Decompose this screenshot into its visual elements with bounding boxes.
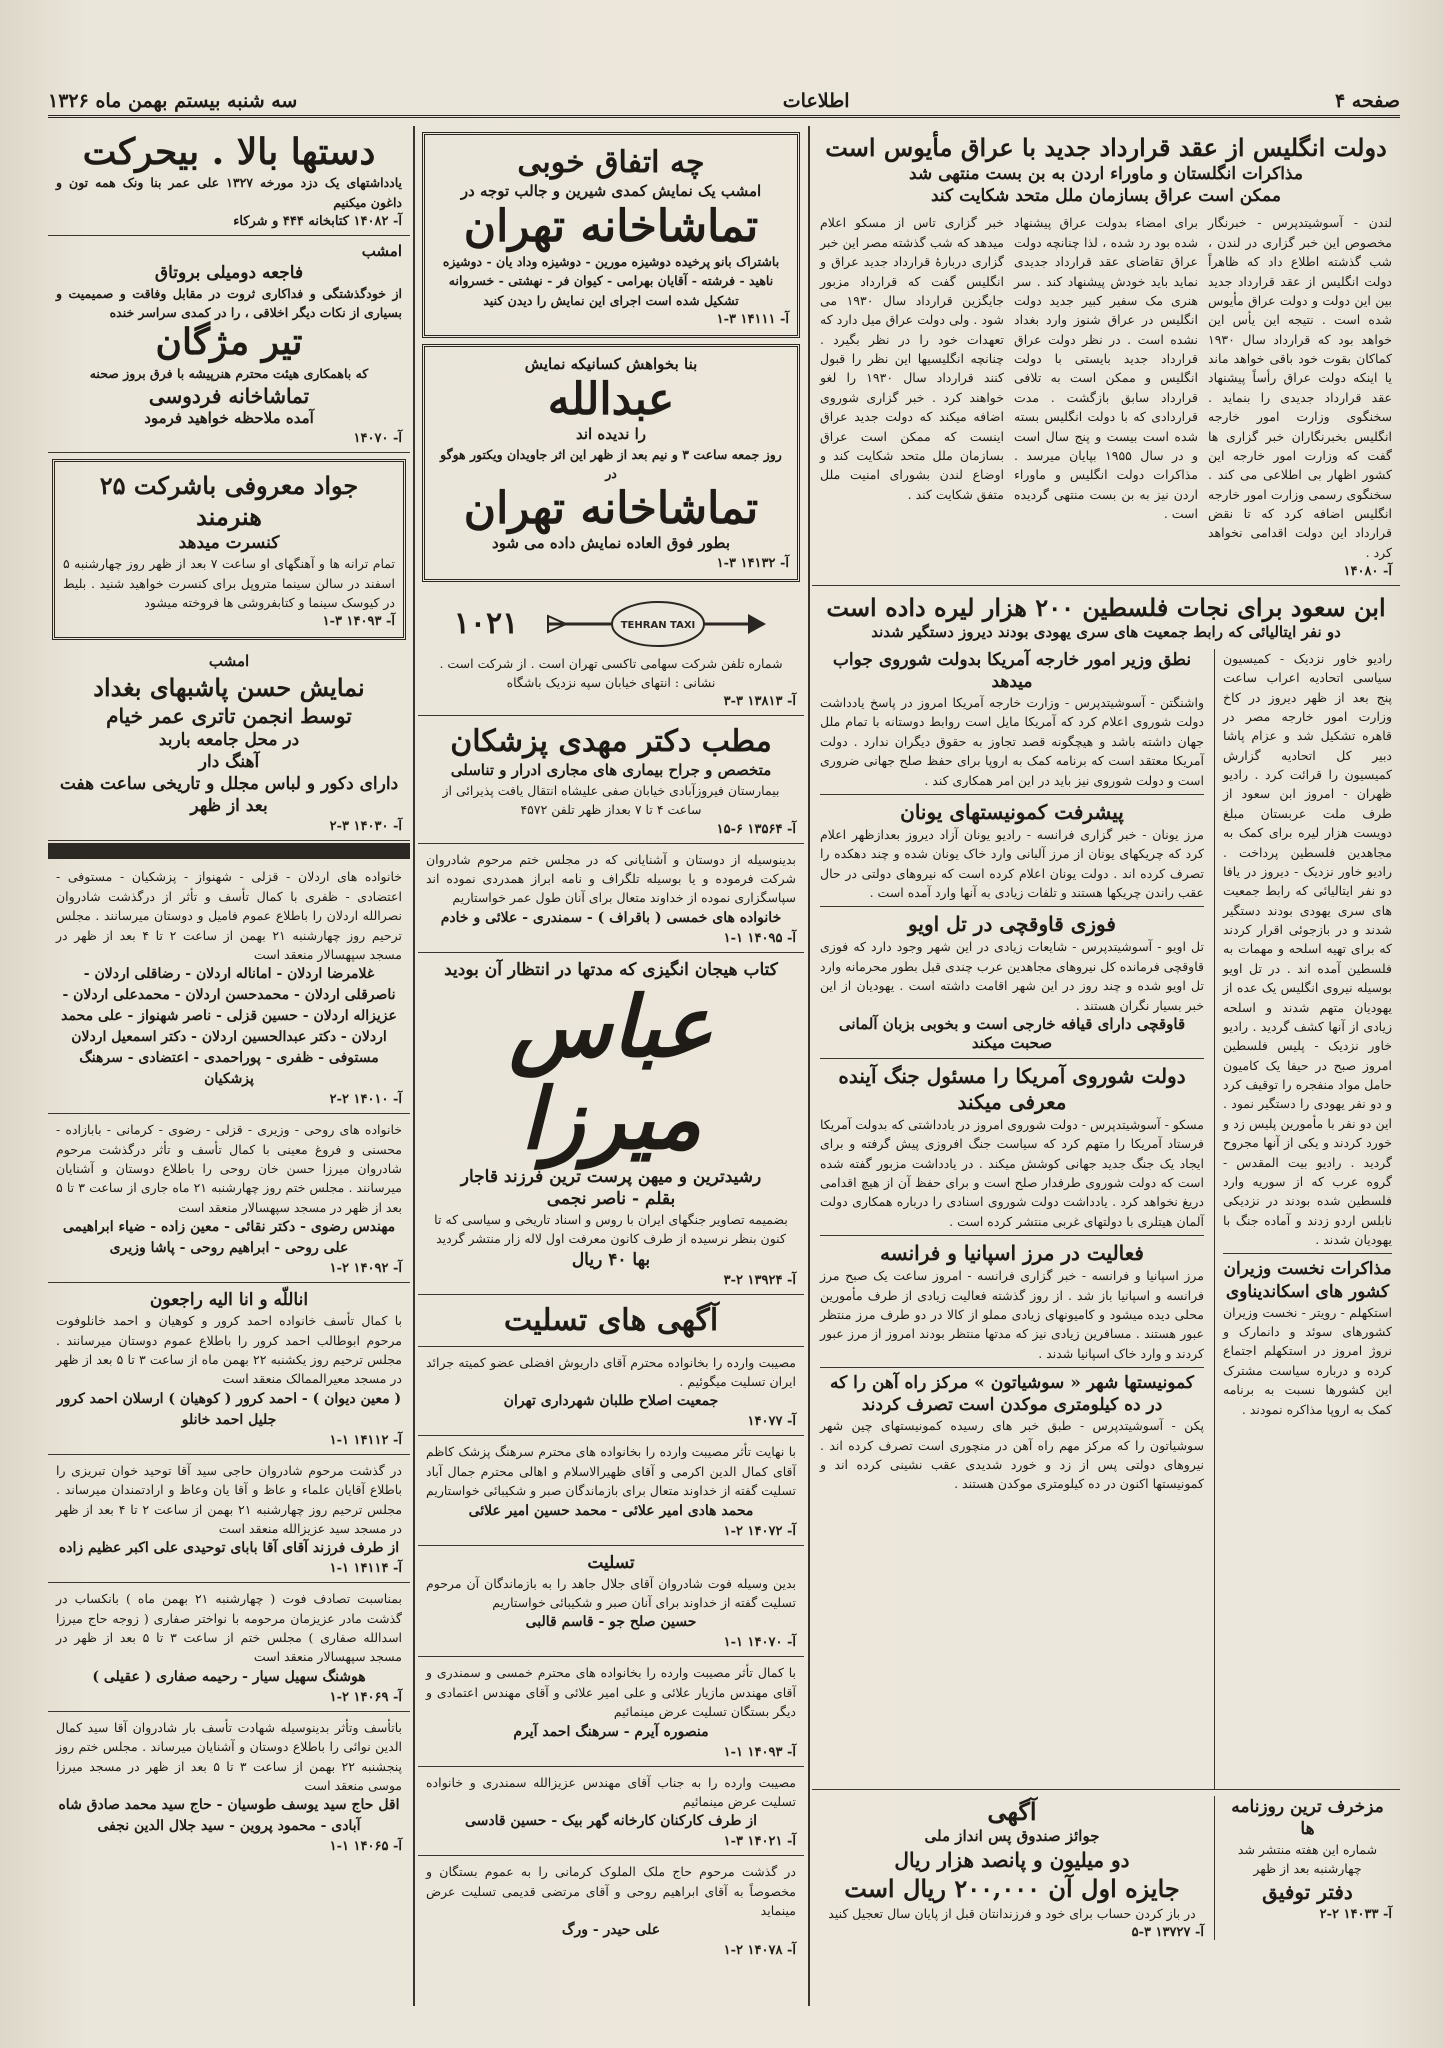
newspaper-name: اطلاعات [782,89,850,112]
subheadline: ممکن است عراق بسازمان ملل متحد شکایت کند [931,186,1281,207]
ad-headline: چه اتفاق خوبی [517,145,705,180]
ad-body: که باهمکاری هیئت محترم هنرپیشه با فرق بروز صحنه [89,365,369,381]
book-title: عباس میرزا [509,976,713,1169]
ad-subtitle: کنسرت میدهد [178,533,280,554]
ad-title: آگهی [987,1796,1037,1826]
headline: نطق وزیر امور خارجه آمریکا بدولت شوروی جواب میدهد [832,649,1192,692]
headline: فوزی قاوقچی در تل اویو [908,912,1116,937]
obituary-tohidi [48,1455,410,1584]
ad-abdullah [422,344,800,581]
svg-text:TEHRAN TAXI: TEHRAN TAXI [620,619,696,631]
book-price: بها ۴۰ ریال [571,1249,651,1270]
notice-signature: خانواده های خمسی ( باقراف ) - سمندری - علائی و خادم [440,909,782,926]
signature: دفتر توفیق [1262,1879,1353,1904]
article-saud [812,586,1400,1790]
notice-title: تسلیت [587,1552,635,1573]
condolences-section [418,1295,804,1347]
ad-ref: آ- ۱۴۰۳۳ ۲-۲ [1319,1906,1392,1922]
ad-line: دارای دکور و لباس مجلل و تاریخی ساعت هفت بعد از ظهر [59,774,399,817]
article-body: پکن - آسوشیتدپرس - طبق خبر های رسیده کمونیستهای چین شهر سوشیاتون را که مرکز مهم راه آهن در منچوری است تصرف کرده اند . نیروهای دولتی پس از زد و خورد شدیدی عقب نشینی کرده اند و کمونیستها اکنون در ده کیلومتری موکدن هستند . [820,1418,1204,1492]
ad-line: آهنگ دار [198,752,260,773]
ad-body: شماره تلفن شرکت سهامی تاکسی تهران است . از شرکت است . نشانی : انتهای خیابان سپه نزدیک باشگاه [439,655,783,691]
article-body: واشنگتن - آسوشیتدپرس - وزارت خارجه آمریکا امروز در پاسخ یادداشت دولت شوروی اعلام کرد که آمریکا مایل است روابط دوستانه با تمام ملل جهان داشته باشد و هیچگونه قصد تجاوز به حقوق دیگران ندارد . دولت آمریکا معتقد است که برنامه کمک به اروپا برای حفظ صلح جهانی ضروری است و دولت شوروی نیز باید در این امر همکاری کند . [820,695,1204,788]
notice-body: بدینوسیله از دوستان و آشنایانی که در مجلس ختم مرحوم شادروان شرکت فرموده و یا بوسیله تلگراف و نامه ابراز همدردی نموده اند سپاسگزاری نموده از خداوند متعال برای آنان طول عمر خواستاریم [426,851,796,906]
ad-ref: آ- ۱۴۰۸۰ [1343,564,1392,580]
article-iraq [812,126,1400,586]
taxi-logo [426,594,796,654]
ad-footer: بطور فوق العاده نمایش داده می شود [491,534,731,553]
ad-body: روز جمعه ساعت ۳ و نیم بعد از ظهر این اثر جاویدان ویکتور هوگو در [440,446,782,482]
notice-body: بمناسبت تصادف فوت ( چهارشنبه ۲۱ بهمن ماه ) بانکساب در گذشت مادر عزیزمان مرحومه با نواختر صفاری ( زوجه حاج میرزا اسدالله صفاری ) مجلس ختم از ساعت ۳ تا ۵ بعد از ظهر در مسجد سپهسالار منعقد است [56,1591,403,1665]
article-body: برای امضاء بدولت عراق پیشنهاد شده بود رد شده ، لذا چنانچه دولت عراق تقاضای عقد قرارداد جدیدی نماید باید خودش پیشنهاد کند . سر هنری مک سفیر کبیر جدید دولت انگلیس در عراق شنوز وارد بغداد نشده است . در نظر دولت عراق قرارداد جدید بایستی با دولت انگلیس و ممکن است به تلافی قرارداد سابق بازگشت . مدت قراردادی که با دولت انگلیس بسته شده است بیست و پنج سال است و در سال ۱۹۵۵ بپایان میرسد . مذاکرات دولت انگلیس و ماوراء اردن نیز به بن بست منتهی گردیده است . [1014,215,1198,521]
ad-ref: آ- ۱۴۰۷۸ ۲-۱ [723,1943,796,1959]
article-body: رادیو خاور نزدیک - کمیسیون سیاسی اتحادیه اعراب ساعت پنج بعد از ظهر دیروز در کاخ وزارت امور خارجه مصر در قاهره تشکیل شد و عزام پاشا دبیر کل اتحادیه گزارش کمیسیون را قرائت کرد . رادیو ظهران - امروز ابن سعود از طرف ملت عربستان مبلغ دویست هزار لیره برای کمک به مجاهدین فلسطین پرداخت . رادیو خاور نزدیک - دیروز در یافا دو نفر ایتالیائی که رابط جمعیت های سری یهودی بودند دستگیر شدند و در بازجوئی اقرار کردند که برای تهیه اسلحه و مهمات به فلسطین آمده اند . در تل اویو بوسیله نیروی انگلیس یک عده از یهودیان متهم شدند و اسلحه زیادی از آنها کشف گردید . رادیو خاور نزدیک - پلیس فلسطین امروز صبح در حیفا یک کامیون حامل مواد منفجره را توقیف کرد و دو نفر یهودی را دستگیر نمود . این دو نفر با مأمورین پلیس زد و خورد کردند و یکی از آنها مجروح گردید . رادیو بیت المقدس - گروه عرب که از سوریه وارد فلسطین شده بودند در نزدیکی نابلس اردو زدند و آماده جنگ با یهودیان شدند . [1223,650,1392,1248]
headline: فعالیت در مرز اسپانیا و فرانسه [880,1241,1144,1266]
ad-headline: دستها بالا . بیحرکت [82,131,376,173]
notice-body: مصیبت وارده را به جناب آقای مهندس عزیزالله سمندری و خانواده تسلیت عرض مینمائیم [426,1774,796,1809]
ad-ref: آ- ۱۴۰۷۰ [353,430,402,446]
ad-subtitle: متخصص و جراح بیماری های مجاری ادرار و تناسلی [450,761,772,780]
ad-subtitle: فاجعه دومیلی بروتاق [154,262,304,283]
ad-venue: تماشاخانه تهران [463,482,759,534]
ad-concert [52,459,406,641]
ad-ref: آ- ۱۴۰۸۲ کتابخانه ۴۴۴ و شرکاء [233,214,402,230]
notice-body: با نهایت تأثر مصیبت وارده را بخانواده های محترم سرهنگ پزشک کاظم آقای کمال الدین اکرمی و آقای ظهیرالاسلام و اهالی محترم جمال آباد تسلیت گفته از خداوند متعال برای بازماندگان صبر و شکیبائی خواستاریم [426,1444,796,1499]
notice-thanks [418,844,804,953]
ad-ref: آ- ۱۴۱۳۲ ۳-۱ [716,555,789,571]
ads-column [418,126,804,2006]
condolence-item [418,1767,804,1857]
page-number: صفحه ۴ [1334,89,1400,112]
ad-headline: دو میلیون و پانصد هزار ریال [894,1847,1130,1872]
article-body: مرز اسپانیا و فرانسه - خبر گزاری فرانسه - امروز ساعت یک صبح مرز فرانسه و اسپانیا باز شد . از روز گذشته فعالیت زیادی از طرف مأمورین محلی دیده میشود و کامیونهای زیادی مملو از کالا در دو طرف مرز منتظر عبور هستند . مسافرین زیادی نیز که مدتها منتظر بودند امروز از مرز عبور کردند و وارد خاک اسپانیا شدند . [820,1268,1204,1361]
ad-ref: آ- ۱۴۰۲۱ ۳-۱ [723,1834,796,1850]
ad-ref: آ- ۱۳۵۶۴ ۶-۱۵ [716,821,796,837]
ad-ref: آ- ۱۴۱۱۲ ۱-۱ [329,1432,402,1448]
ad-note: در باز کردن حساب برای خود و فرزندانتان قبل از پایان سال تعجیل کنید [828,1905,1196,1921]
headline: پیشرفت کمونیستهای یونان [900,799,1124,824]
subheadline: قاوقچی دارای قیافه خارجی است و بخوبی بزبان آلمانی صحبت میکند [838,1014,1186,1053]
notice-signature: حسین صلح جو - قاسم قالبی [525,1614,697,1631]
headline: کمونیستها شهر « سوشیاتون » مرکز راه آهن را که در ده کیلومتری موکدن است تصرف کردند [830,1373,1194,1416]
taxi-phone: ۱۰۲۱ [453,606,519,642]
headline: دولت شوروی آمریکا را مسئول جنگ آینده معرفی میکند [838,1063,1186,1114]
page-header [48,86,1400,118]
ad-clinic [418,716,804,843]
notice-body: خانواده های اردلان - قزلی - شهنواز - پزشکیان - مستوفی - اعتضادی - ظفری با کمال تأسف و تأثر از درگذشت شادروان نصرالله اردلان را باطلاع عموم فامیل و دوستان میرسانند . مجلس ترحیم روز چهارشنبه ۲۱ بهمن از ساعت ۲ تا ۴ بعد از ظهر در مسجد سپهسالار منعقد است [56,869,403,962]
ad-subtitle: جوائز صندوق پس انداز ملی [924,1827,1100,1845]
ad-body: تمام ترانه ها و آهنگهای او ساعت ۷ بعد از ظهر روز چهارشنبه ۵ اسفند در سالن سینما متروپل برای کنسرت خواهید شنید . بلیط در کیوسک سینما و کتابفروشی ها فروخته میشود [63,556,395,610]
headline: ابن سعود برای نجات فلسطین ۲۰۰ هزار لیره داده است [826,593,1386,623]
ad-line: در محل جامعه باربد [158,730,300,751]
condolence-item [418,1436,804,1545]
obituary-rouhi [48,1114,410,1283]
subheadline: دو نفر ایتالیائی که رابط جمعیت های سری یهودی بودند دیروز دستگیر شدند [871,623,1341,642]
notice-body: در گذشت مرحوم شادروان حاجی سید آقا توحید خوان تبریزی را باطلاع آقایان علماء و عاظ و آقا یان وعاظ و ارادتمندان میرساند . مجلس ترحیم روز چهارشنبه ۲۱ بهمن از ساعت ۲ تا ۴ بعد از ظهر در مسجد سید عزیزالله منعقد است [56,1462,403,1536]
notice-signature: علی حیدر - ورگ [561,1922,661,1939]
ad-body: بضمیمه تصاویر جنگهای ایران با روس و اسناد تاریخی و سیاسی که تا کنون بنظر نرسیده از طرف کانون معرفت اول لاله زار منتشر گردید [434,1211,788,1247]
book-tagline: رشیدترین و میهن پرست ترین فرزند قاجار [460,1166,762,1187]
ad-body: باشتراک بانو پرخیده دوشیزه مورین - دوشیزه وداد یان - دوشیزه ناهید - فرشته - آقایان بهرامی - کیوان فر - نهشتی - خسروانه تشکیل شده است اجرای این نمایش را دیدن کنید [442,254,780,308]
ad-ref: آ- ۱۴۰۶۵ ۱-۱ [329,1839,402,1855]
obituary-toosi [48,1712,410,1861]
ad-title: تیر مژگان [155,321,303,364]
column-rule [808,126,810,2006]
notice-signature: از طرف کارکنان کارخانه گهر بیک - حسین قادسی [464,1813,758,1830]
ad-headline: جایزه اول آن ۲۰۰,۰۰۰ ریال است [844,1873,1180,1903]
ad-ref: آ- ۱۴۰۹۲ ۲-۱ [329,1261,402,1277]
ad-ref: آ- ۱۴۰۷۲ ۲-۱ [723,1523,796,1539]
ad-baghdad-play [48,646,410,841]
article-body: مرز یونان - خبر گزاری فرانسه - رادیو یونان آزاد دیروز بعدازظهر اعلام کرد که چریکهای یونان از مرز آلبانی وارد خاک یونان شده و چند دهکده را تصرف کرده اند . دولت یونان اعلام کرده است که نیروهای دولتی در حال عقب راندن چریکها هستند و تلفات زیادی به آنها وارد آمده است . [820,826,1204,900]
article-body: تل اویو - آسوشیتدپرس - شایعات زیادی در این شهر وجود دارد که فوزی قاوقچی فرمانده کل نیروهای مجاهدین عرب چندی قبل بطور محرمانه وارد تل اویو شده و چند روز در این شهر اقامت داشته است . یهودیان از این خبر بسیار نگران هستند . [820,939,1204,1013]
ad-ref: آ- ۱۳۹۲۴ ۲-۳ [723,1272,796,1288]
section-title: آگهی های تسلیت [503,1302,719,1338]
headline: مزخرف ترین روزنامه ها [1231,1796,1384,1839]
ad-ref: آ- ۱۴۰۷۰ ۱-۱ [723,1635,796,1651]
ad-tonight: امشب [361,242,402,261]
article-body: لندن - آسوشیتدپرس - خبرنگار مخصوص این خبر گزاری در لندن ، شب گذشته اطلاع داد که ظاهراً دولت انگلیس از عقد قرارداد جدید بین این دولت و دولت عراق مأیوس شده است . نتیجه این یأس این خواهد بود که قرارداد سال ۱۹۳۰ کماکان بقوت خود باقی خواهد ماند یا اینکه دولت عراق رأساً پیشنهاد عقد قرارداد جدیدی را بنماید . سخنگوی وزارت امور خارجه انگلیس بخبرنگاران خبر گزاری ها گفت که وزارت امور خارجه این کشور اظهار بی اطلاعی می کند . سخنگوی رسمی وزارت امور خارجه انگلیس اضافه کرد که تا نقض قرارداد این دولت اقدامی نخواهد کرد . [1208,215,1392,560]
obituary-ardalan [48,861,410,1114]
notice-body: با کمال تأسف خانواده احمد کرور و کوهیان و احمد خانلوفوت مرحوم ابوطالب احمد کرور را باطلاع عموم دوستان میرسانند . مجلس ترحیم روز یکشنبه ۲۲ بهمن ماه از ساعت ۳ تا ۵ بعد از ظهر در مسجد معیرالممالک منعقد است [56,1313,402,1387]
ad-headline: جواد معروفی باشرکت ۲۵ هنرمند [99,470,359,531]
notice-body: در گذشت مرحوم حاج ملک الملوک کرمانی را به عموم بستگان و مخصوصاً به آقای ابراهیم روحی و آقای مرتضی قدیمی تسلیت عرض مینماید [426,1864,796,1919]
ad-ref: آ- ۱۴۰۱۰ ۲-۲ [329,1092,402,1108]
headline: دولت انگلیس از عقد قرارداد جدید با عراق مأیوس است [825,133,1387,162]
ad-tir-mozhgan [48,236,410,453]
ad-savings-bank [820,1796,1204,1940]
ad-tehran-theatre [422,132,800,338]
news-column [812,126,1400,2006]
article-body: شماره این هفته منتشر شد چهارشنبه بعد از ظهر [1237,1842,1378,1877]
ad-venue: تماشاخانه فردوسی [148,384,310,409]
ad-body: از خودگذشتگی و فداکاری ثروت در مقابل وفاقت و صمیمیت و بسیاری از نکات دیگر اخلاقی ، را در کمدی سراسر خنده [56,285,402,321]
notice-body: مصیبت وارده را بخانواده محترم آقای داریوش افضلی عضو کمیته جرائد ایران تسلیت میگوئیم . [426,1354,796,1390]
ad-ref: آ- ۱۴۰۷۷ [747,1414,796,1430]
ad-subtitle: امشب یک نمایش کمدی شیرین و جالب توجه در [460,182,762,200]
ad-venue: تماشاخانه تهران [463,200,759,252]
condolence-item [418,1347,804,1437]
ad-subtitle: کتاب هیجان انگیزی که مدتها در انتظار آن بودید [444,959,778,980]
ad-ref: آ- ۱۴۱۱۴ ۱-۱ [329,1561,402,1577]
ad-title: عبدالله [547,373,675,425]
ad-subtitle: را ندیده اند [575,425,647,444]
notice-body: خانواده های روحی - وزیری - قزلی - رضوی - کرمانی - بابازاده - محسنی و فروغ معینی با کمال تأسف و تأثر درگذشت مرحوم شادروان میرزا حسن خان روحی را باطلاع دوستان و آشنایان میرسانند . مجلس ختم روز چهارشنبه ۲۱ ماه جاری از ساعت ۳ تا ۵ بعد از ظهر در مسجد سپهسالار منعقد است [56,1122,403,1215]
notice-names: مهندس رضوی - دکتر نقائی - معین زاده - ضیاء ابراهیمی علی روحی - ابراهیم روحی - پاشا وزیری [62,1219,396,1257]
condolence-item [418,1546,804,1658]
ad-ref: آ- ۱۴۰۳۰ ۳-۲ [329,819,402,835]
bottom-row [812,1790,1400,1946]
ad-hands-up [48,126,410,236]
notice-signature: محمد هادی امیر علائی - محمد حسین امیر علائی [468,1502,754,1519]
notice-names: ( معین دیوان ) - احمد کرور ( کوهیان ) ارسلان احمد کرور جلیل احمد خانلو [56,1390,402,1428]
ad-ref: آ- ۱۴۰۹۳ ۳-۱ [322,614,395,630]
ad-body: یادداشتهای یک دزد مورخه ۱۳۲۷ علی عمر بنا ونک همه تون و داغون میکنیم [56,175,403,210]
notice-names: هوشنگ سهیل سیار - رحیمه صفاری ( عقیلی ) [92,1668,366,1685]
ad-ref: آ- ۱۳۷۲۷ ۳-۵ [1131,1925,1204,1941]
ad-ref: آ- ۱۴۰۶۹ ۲-۱ [329,1689,402,1705]
ad-headline: مطب دکتر مهدی پزشکان [450,724,772,760]
notice-signature: منصوره آیرم - سرهنگ احمد آیرم [513,1723,709,1740]
ad-ref: آ- ۱۴۰۹۵ ۱-۱ [723,930,796,946]
column-rule [413,126,415,2006]
book-author: بقلم - ناصر نجمی [546,1188,676,1209]
obituary-karvar [48,1283,410,1455]
subheadline: مذاکرات انگلستان و ماوراء اردن به بن بست منتهی شد [909,164,1303,185]
obituary-saffari [48,1583,410,1712]
notice-signature: جمعیت اصلاح طلبان شهرداری تهران [503,1393,719,1410]
notice-names: غلامرضا اردلان - اماناله اردلان - رضاقلی اردلان - ناصرقلی اردلان - محمدحسن اردلان - محمدعلی اردلان - عزیزاله اردلان - حسین قزلی - ناصر شهنواز - علی محمد اردلان - دکتر عبدالحسین اردلان - دکتر اسمعیل اردلان مستوفی - ظفری - پوراحمدی - اعتضادی - سرهنگ پزشکیان [61,966,397,1088]
ad-book [418,953,804,1295]
ad-subtitle: توسط انجمن تاتری عمر خیام [106,704,352,729]
issue-date: سه شنبه بیستم بهمن ماه ۱۳۲۶ [48,89,298,112]
ad-subtitle: بنا بخواهش کسانیکه نمایش [524,355,698,374]
headline: مذاکرات نخست وزیران کشور های اسکاندیناوی [1223,1259,1392,1302]
ad-ref: آ- ۱۳۸۱۳ ۳-۳ [723,694,796,710]
ad-footer: آمده ملاحظه خواهید فرمود [144,409,314,428]
ad-taxi [418,588,804,717]
ad-ref: آ- ۱۴۱۱۱ ۳-۱ [716,312,789,328]
condolence-item [418,1657,804,1766]
divider-bar [48,843,410,859]
taxi-arrow-icon [538,596,768,652]
notice-names: از طرف فرزند آقای آقا بابای توحیدی علی اکبر عظیم زاده [58,1540,400,1557]
article-body: مسکو - آسوشیتدپرس - دولت شوروی امروز در یادداشتی که بدولت آمریکا فرستاد آمریکا را متهم کرد که سیاست جنگ افروزی پیش گرفته و برای ایجاد یک جنگ جدید جهانی کوشش میکند . در یادداشت مزبور گفته شده است که دولت شوروی طرفدار صلح است و برای حفظ آن از هیچ اقدامی دریغ نخواهد کرد . یادداشت دولت شوروی اسنادی را درباره همکاری دولت آلمان هیتلری با دولتهای غربی منتشر کرده است . [820,1116,1204,1229]
notice-body: با کمال تأثر مصیبت وارده را بخانواده های محترم خمسی و سمندری و آقای مهندس مازیار علائی و علی امیر علائی و آقای مهندس اعتمادی و دیگر بستگان تسلیت عرض مینمائیم [426,1665,796,1720]
ad-headline: نمایش حسن پاشبهای بغداد [93,672,365,702]
article-body: استکهلم - رویتر - نخست وزیران کشورهای سوئد و دانمارک و نروژ امروز در استکهلم اجتماع کرده و درباره سیاست مشترک این کشورها نسبت به برنامه کمک به اروپا مذاکره نمودند . [1223,1304,1392,1417]
notice-body: بدین وسیله فوت شادروان آقای جلال جاهد را به بازماندگان آن مرحوم تسلیت گفته از خداوند برای آنان صبر و شکیبائی خواستاریم [426,1575,796,1611]
notice-names: اقل حاج سید یوسف طوسیان - حاج سید محمد صادق شاه آبادی - محمود پروین - سید جلال الدین نجفی [58,1797,400,1835]
notice-title: اناللّه و انا الیه راجعون [149,1290,309,1311]
article-body: خبر گزاری تاس از مسکو اعلام میدهد که شب گذشته مصر این خبر گزاری دربارهٔ قرارداد جدید عراق و انگلیس گفت که قرارداد مزبور جایگزین قرارداد سال ۱۹۳۰ می شود . ولی دولت عراق میل دارد که تعهدات خود را در نظر بگیرد . چنانچه انگلیسیها این نظر را قبول کنند قرارداد سال ۱۹۳۰ را لغو خواهند کرد . خبر گزاری شوروی اضافه میکند که دولت جدید عراق اینست که ممکن است عراق بسازمان ملل متحد شکایت کند و اوضاع لندن بشورای امنیت ملل متفق شکایت کند . [820,215,1004,502]
notice-body: باتأسف وتأثر بدینوسیله شهادت تأسف بار شادروان آقا سید کمال الدین نوائی را باطلاع دوستان و آشنایان میرساند . مجلس ختم روز پنجشنبه ۲۲ بهمن از ساعت ۳ تا ۵ بعد از ظهر در مسجد میرزا موسی منعقد است [56,1719,403,1793]
ad-ref: آ- ۱۴۰۹۳ ۱-۱ [723,1744,796,1760]
notices-column [48,126,410,2006]
ad-body: بیمارستان فیروزآبادی خیابان صفی علیشاه انتقال یافت پذیرائی از ساعت ۴ تا ۷ بعداز ظهر تلفن ۴۵۷۲ [442,782,780,818]
condolence-item [418,1856,804,1964]
ad-tonight: امشب [208,652,250,671]
